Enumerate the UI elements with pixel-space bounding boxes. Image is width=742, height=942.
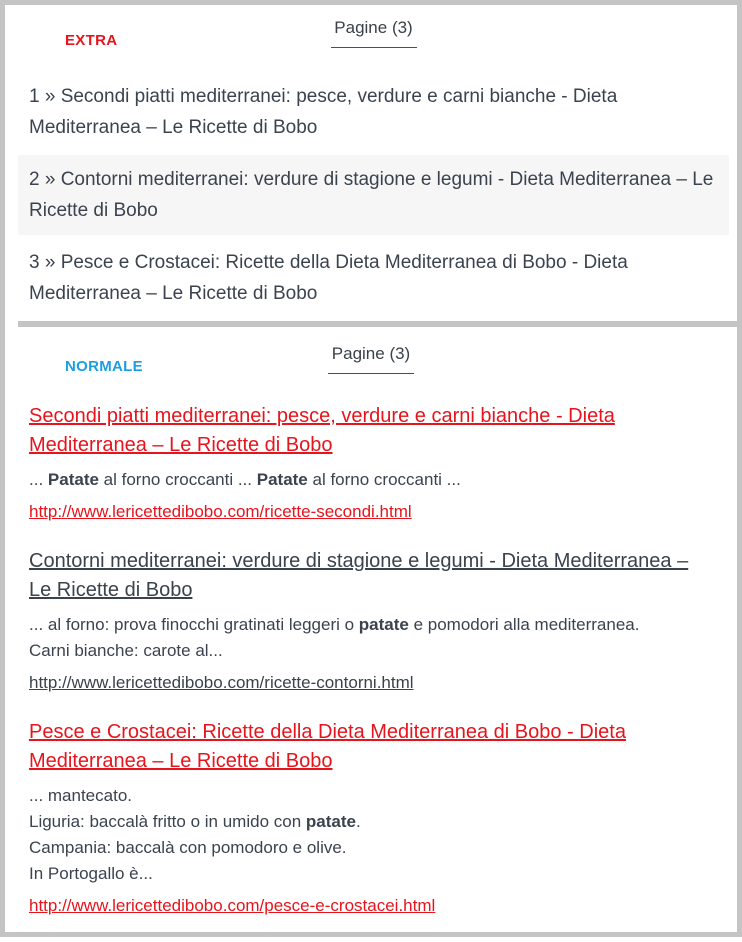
snippet-line bbox=[29, 861, 713, 887]
snippet-text: Liguria: baccalà fritto o in umido con bbox=[29, 812, 306, 831]
result-title-row bbox=[29, 547, 713, 605]
normale-panel bbox=[5, 327, 737, 937]
result-title-link[interactable]: Contorni mediterranei: verdure di stagione e legumi - Dieta Mediterranea – Le Ricette di Bobo bbox=[29, 550, 689, 601]
snippet-highlight: Patate bbox=[256, 470, 308, 489]
result-url-link[interactable]: http://www.lericettedibobo.com/ricette-secondi.html bbox=[29, 502, 412, 521]
result-url-row bbox=[29, 895, 713, 917]
snippet-line bbox=[29, 467, 713, 493]
result-title-link[interactable]: Secondi piatti mediterranei: pesce, verdure e carni bianche - Dieta Mediterranea – Le Ricette di Bobo bbox=[29, 405, 615, 456]
result-url-link[interactable]: http://www.lericettedibobo.com/pesce-e-crostacei.html bbox=[29, 896, 436, 915]
result-title-link[interactable]: Pesce e Crostacei: Ricette della Dieta Mediterranea di Bobo - Dieta Mediterranea – Le Ricette di Bobo bbox=[29, 721, 626, 772]
snippet-text: In Portogallo è... bbox=[29, 864, 153, 883]
extra-panel bbox=[5, 5, 737, 321]
result-url-row bbox=[29, 501, 713, 523]
extra-panel-header bbox=[18, 17, 729, 48]
snippet-text: al forno croccanti ... bbox=[98, 470, 257, 489]
result-snippet bbox=[29, 783, 713, 887]
pages-count-title: Pagine (3) bbox=[331, 344, 411, 363]
result-snippet bbox=[29, 467, 713, 493]
snippet-line bbox=[29, 835, 713, 861]
search-result bbox=[29, 547, 713, 694]
result-title-row bbox=[29, 402, 713, 460]
snippet-line bbox=[29, 809, 713, 835]
snippet-text: al forno croccanti ... bbox=[307, 470, 461, 489]
result-snippet bbox=[29, 612, 713, 664]
snippet-text: Campania: baccalà con pomodoro e olive. bbox=[29, 838, 347, 857]
snippet-text: Carni bianche: carote al... bbox=[29, 641, 223, 660]
result-title-row bbox=[29, 718, 713, 776]
result-url-row bbox=[29, 672, 713, 694]
snippet-text: ... bbox=[29, 470, 48, 489]
extra-page-item: 1 » Secondi piatti mediterranei: pesce, verdure e carni bianche - Dieta Mediterranea – Le Ricette di Bobo bbox=[29, 86, 618, 138]
snippet-text: e pomodori alla mediterranea. bbox=[408, 615, 640, 634]
normale-panel-label: NORMALE bbox=[65, 358, 143, 375]
extra-items-list bbox=[18, 72, 729, 318]
pages-title-underline bbox=[331, 47, 417, 48]
pages-title-underline bbox=[328, 373, 414, 374]
pages-count-title: Pagine (3) bbox=[334, 18, 413, 37]
extra-page-item: 3 » Pesce e Crostacei: Ricette della Dieta Mediterranea di Bobo - Dieta Mediterranea – Le Ricette di Bobo bbox=[29, 252, 628, 304]
snippet-highlight: Patate bbox=[47, 470, 99, 489]
extra-panel-label: EXTRA bbox=[65, 32, 118, 49]
snippet-highlight: patate bbox=[305, 812, 356, 831]
extra-page-item: 2 » Contorni mediterranei: verdure di stagione e legumi - Dieta Mediterranea – Le Ricette di Bobo bbox=[18, 155, 729, 235]
snippet-line bbox=[29, 783, 713, 809]
snippet-highlight: patate bbox=[358, 615, 409, 634]
snippet-text: ... mantecato. bbox=[29, 786, 132, 805]
normale-panel-header bbox=[29, 343, 713, 374]
snippet-text: . bbox=[355, 812, 361, 831]
snippet-line bbox=[29, 612, 713, 638]
result-url-link[interactable]: http://www.lericettedibobo.com/ricette-contorni.html bbox=[29, 673, 414, 692]
snippet-line bbox=[29, 638, 713, 664]
snippet-text: ... al forno: prova finocchi gratinati leggeri o bbox=[29, 615, 359, 634]
search-result bbox=[29, 718, 713, 917]
search-result bbox=[29, 402, 713, 523]
